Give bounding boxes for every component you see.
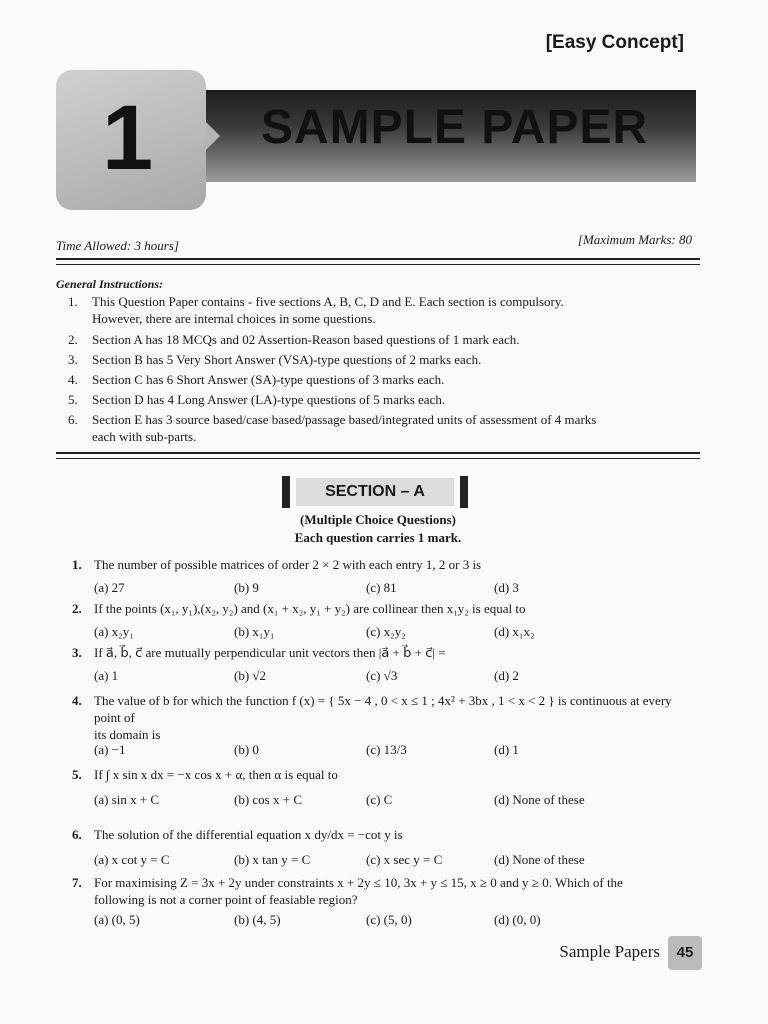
heading-bar-left (282, 476, 290, 508)
option-d: (d) None of these (494, 792, 585, 807)
instruction-item (68, 293, 700, 327)
instruction-item (68, 411, 700, 445)
instruction-text: Section D has 4 Long Answer (LA)-type questions of 5 marks each. (92, 392, 446, 407)
question (72, 556, 700, 573)
option-d: (d) None of these (494, 852, 585, 867)
option-d: (d) 3 (494, 580, 519, 595)
page-number: 45 (668, 936, 702, 970)
question-number: 3. (72, 645, 82, 660)
question-number: 5. (72, 767, 82, 782)
option-b: (b) (4, 5) (234, 912, 281, 927)
question (72, 692, 700, 743)
banner-arrow (206, 122, 220, 150)
divider (56, 264, 700, 265)
question-text: For maximising Z = 3x + 2y under constraints x + 2y ≤ 10, 3x + y ≤ 15, x ≥ 0 and y ≥ 0. Which of the (94, 875, 623, 890)
option-a: (a) x cot y = C (94, 852, 170, 867)
page-tag: [Easy Concept] (545, 32, 684, 53)
instruction-number: 4. (68, 372, 78, 387)
question (72, 826, 700, 843)
option-a: (a) (0, 5) (94, 912, 140, 927)
options-row (94, 852, 694, 869)
options-row (94, 580, 694, 597)
instruction-item (68, 391, 700, 408)
option-b: (b) 9 (234, 580, 259, 595)
options-row (94, 668, 694, 685)
option-b: (b) 0 (234, 742, 259, 757)
question-text: The number of possible matrices of order 2 × 2 with each entry 1, 2 or 3 is (94, 557, 482, 572)
question (72, 600, 700, 617)
instruction-item (68, 371, 700, 388)
option-a: (a) sin x + C (94, 792, 160, 807)
option-b: (b) √2 (234, 668, 267, 683)
question (72, 644, 700, 661)
question-text: The value of b for which the function f (x) = { 5x − 4 , 0 < x ≤ 1 ; 4x² + 3bx , 1 < x < 2 } is continuous at every point of (94, 693, 672, 725)
option-a: (a) 27 (94, 580, 125, 595)
option-d: (d) (0, 0) (494, 912, 541, 927)
divider (56, 458, 700, 459)
option-c: (c) √3 (366, 668, 398, 683)
section-note: Each question carries 1 mark. (294, 530, 462, 545)
chapter-number: 1 (102, 87, 154, 189)
question-text: If ∫ x sin x dx = −x cos x + α, then α is equal to (94, 767, 338, 782)
footer-label: Sample Papers (559, 942, 660, 961)
question-number: 1. (72, 557, 82, 572)
instruction-number: 5. (68, 392, 78, 407)
question (72, 766, 700, 783)
chapter-title: SAMPLE PAPER (261, 101, 649, 154)
divider (56, 258, 700, 260)
section-heading (282, 476, 468, 508)
chapter-banner (56, 70, 696, 210)
instruction-continuation: each with sub-parts. (92, 429, 197, 444)
options-row (94, 912, 694, 929)
maximum-marks: [Maximum Marks: 80 (577, 232, 692, 247)
option-d: (d) 1 (494, 742, 519, 757)
option-c: (c) 13/3 (366, 742, 407, 757)
heading-bar-right (460, 476, 468, 508)
option-a: (a) 1 (94, 668, 119, 683)
option-c: (c) (5, 0) (366, 912, 412, 927)
option-c: (c) C (366, 792, 393, 807)
question-text: If a⃗, b⃗, c⃗ are mutually perpendicular unit vectors then |a⃗ + b⃗ + c⃗| = (94, 645, 446, 660)
question-text: If the points (x₁, y₁),(x₂, y₂) and (x₁ + x₂, y₁ + y₂) are collinear then x₁y₂ is equal to (94, 601, 526, 616)
instruction-text: Section B has 5 Very Short Answer (VSA)-type questions of 2 marks each. (92, 352, 482, 367)
time-allowed: Time Allowed: 3 hours] (56, 238, 179, 253)
option-b: (b) x tan y = C (234, 852, 311, 867)
options-row (94, 792, 694, 809)
question-number: 4. (72, 693, 82, 708)
instruction-number: 2. (68, 332, 78, 347)
option-a: (a) x₂y₁ (94, 624, 134, 639)
section-title: SECTION – A (296, 478, 454, 506)
instruction-number: 1. (68, 294, 78, 309)
instructions-title: General Instructions: (56, 277, 164, 291)
instruction-text: Section A has 18 MCQs and 02 Assertion-Reason based questions of 1 mark each. (92, 332, 520, 347)
option-b: (b) x₁y₁ (234, 624, 275, 639)
option-b: (b) cos x + C (234, 792, 302, 807)
instruction-number: 3. (68, 352, 78, 367)
question-continuation: following is not a corner point of feasiable region? (94, 892, 358, 907)
instruction-text: Section E has 3 source based/case based/passage based/integrated units of assessment of 4 marks (92, 412, 597, 427)
instruction-item (68, 351, 700, 368)
question (72, 874, 700, 908)
options-row (94, 624, 694, 641)
instruction-item (68, 331, 700, 348)
question-text: The solution of the differential equation x dy/dx = −cot y is (94, 827, 403, 842)
option-a: (a) −1 (94, 742, 126, 757)
option-c: (c) x₂y₂ (366, 624, 406, 639)
question-number: 6. (72, 827, 82, 842)
option-c: (c) x sec y = C (366, 852, 443, 867)
options-row (94, 742, 694, 759)
question-number: 2. (72, 601, 82, 616)
instruction-text: Section C has 6 Short Answer (SA)-type questions of 3 marks each. (92, 372, 445, 387)
option-d: (d) x₁x₂ (494, 624, 535, 639)
instruction-text: This Question Paper contains - five sections A, B, C, D and E. Each section is compulsory. (92, 294, 564, 309)
question-number: 7. (72, 875, 82, 890)
question-continuation: its domain is (94, 727, 161, 742)
instruction-continuation: However, there are internal choices in some questions. (92, 311, 376, 326)
divider (56, 452, 700, 454)
section-subtitle: (Multiple Choice Questions) (300, 512, 456, 527)
option-c: (c) 81 (366, 580, 397, 595)
instruction-number: 6. (68, 412, 78, 427)
option-d: (d) 2 (494, 668, 519, 683)
